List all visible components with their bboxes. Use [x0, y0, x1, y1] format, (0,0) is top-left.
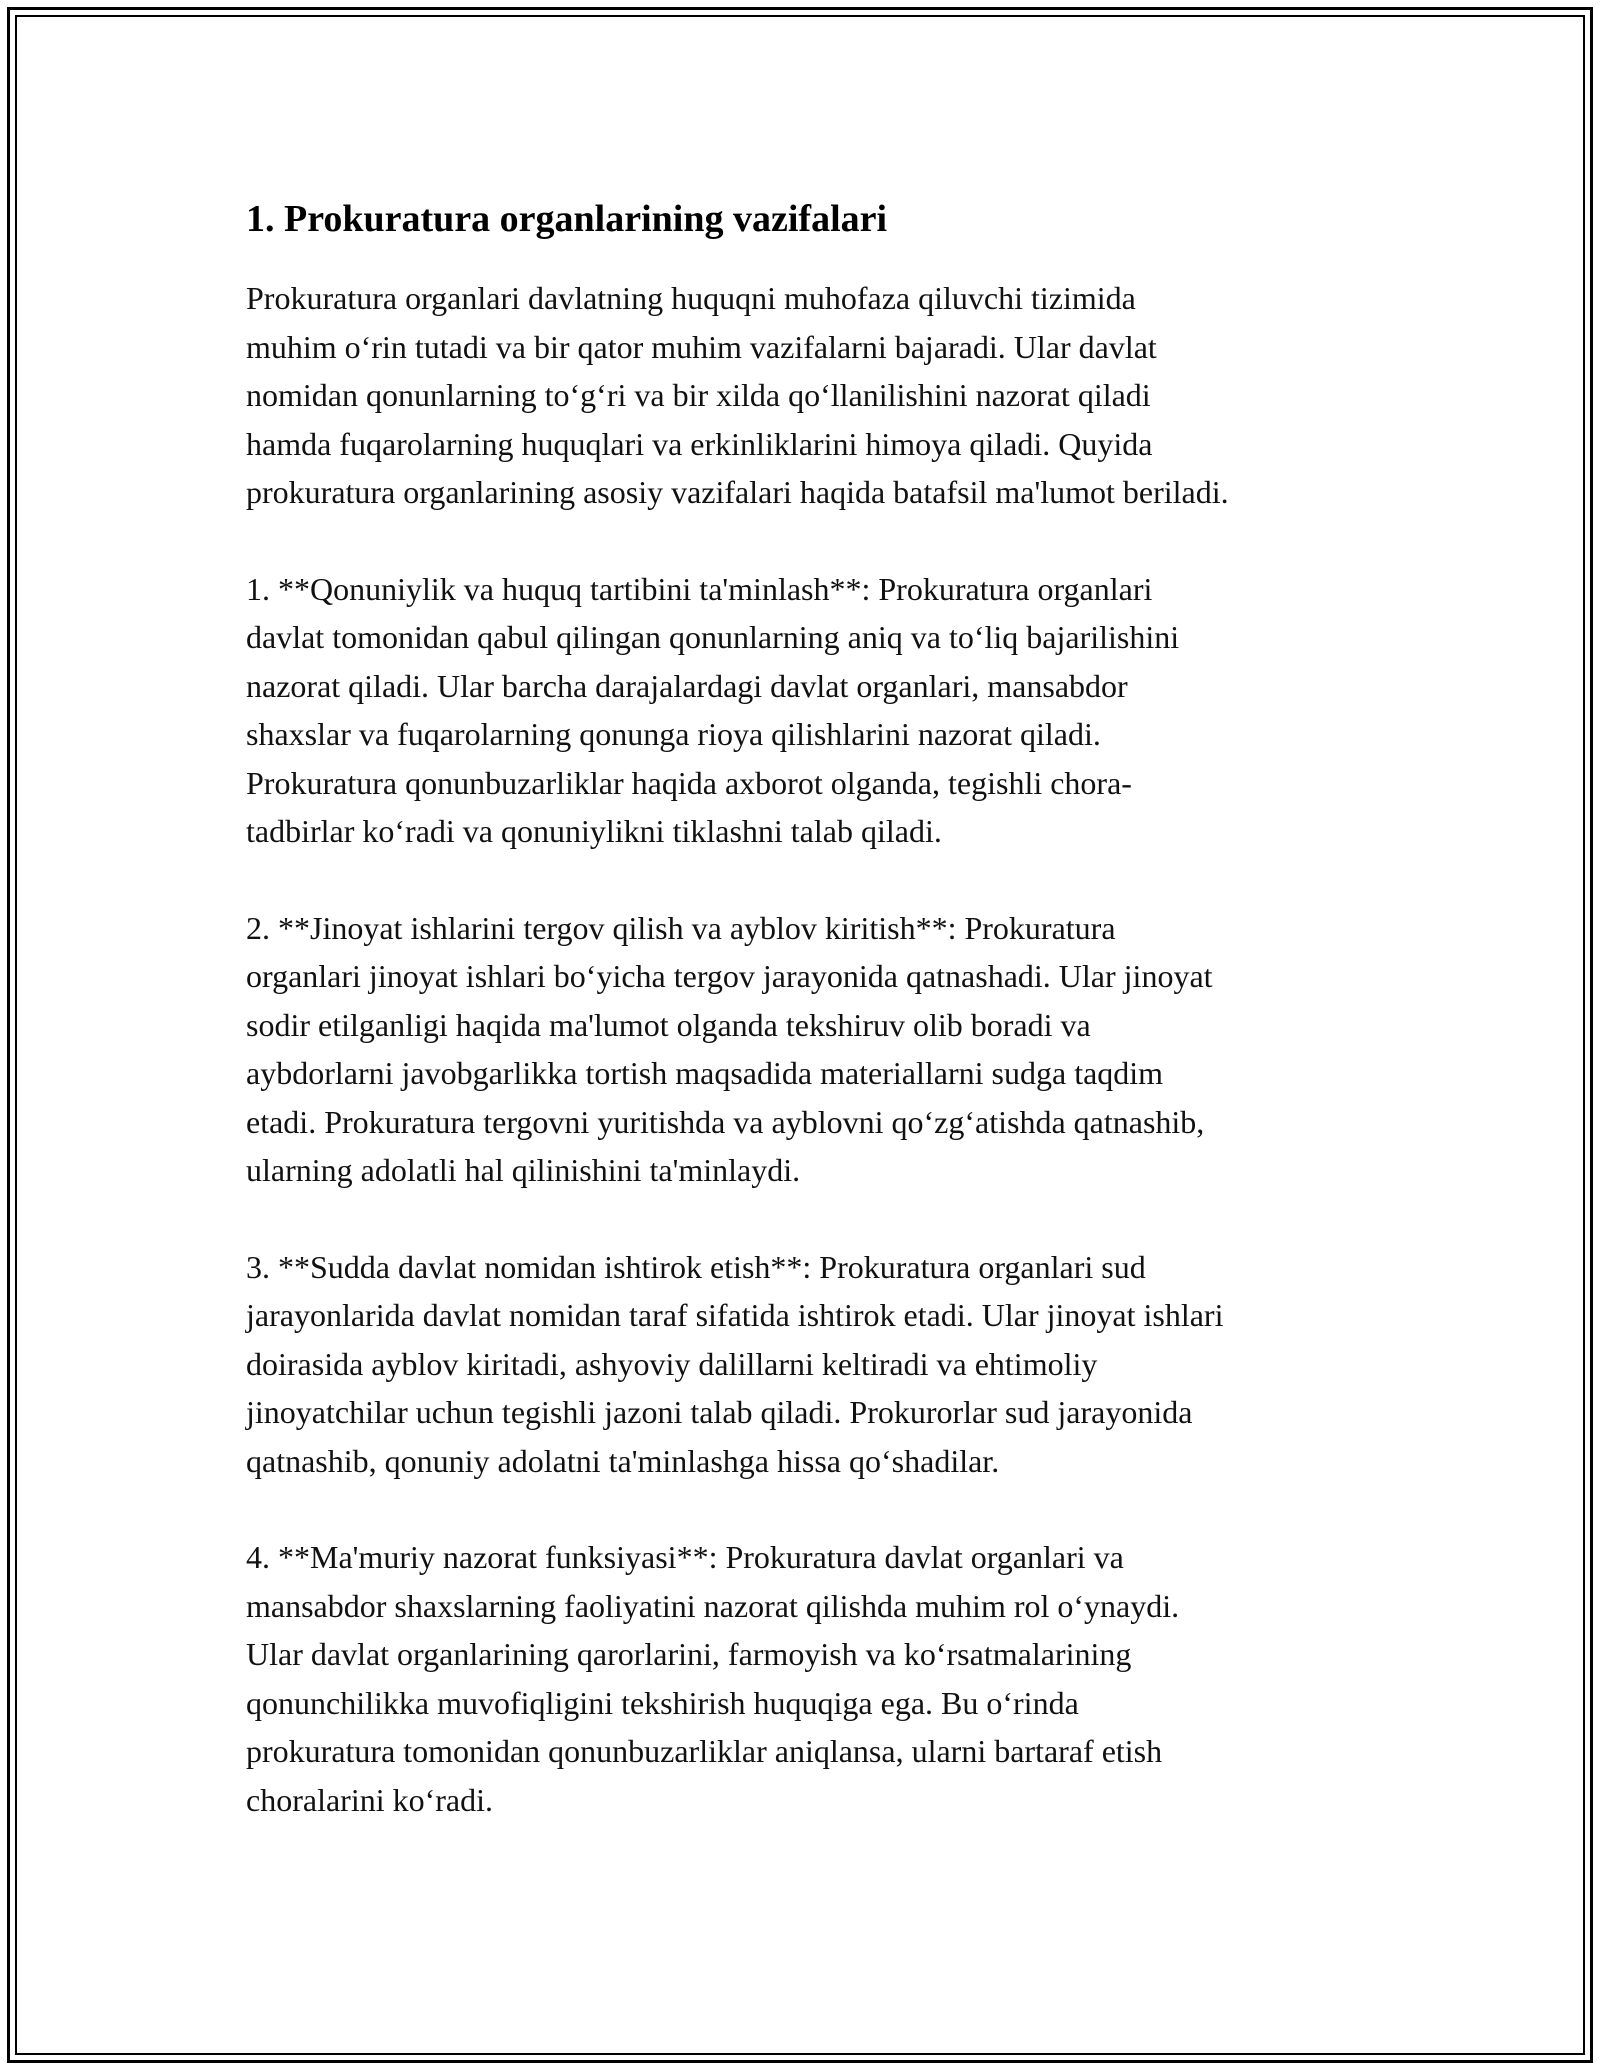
- paragraph-item-4: 4. **Ma'muriy nazorat funksiyasi**: Prokuratura davlat organlari va mansabdor shaxslarning faoliyatini nazorat qilishda muhim rol o‘ynaydi. Ular davlat organlarining qarorlarini, farmoyish va ko‘rsatmalarining qonunchilikka muvofiqligini tekshirish huquqiga ega. Bu o‘rinda prokuratura tomonidan qonunbuzarliklar aniqlansa, ularni bartaraf etish choralarini ko‘radi.: [246, 1539, 1180, 1818]
- paragraph-item-1: 1. **Qonuniylik va huquq tartibini ta'minlash**: Prokuratura organlari davlat tomonidan qabul qilingan qonunlarning aniq va to‘liq bajarilishini nazorat qiladi. Ular barcha darajalardagi davlat organlari, mansabdor shaxslar va fuqarolarning qonunga rioya qilishlarini nazorat qiladi. Prokuratura qonunbuzarliklar haqida axborot olganda, tegishli chora- tadbirlar ko‘radi va qonuniylikni tiklashni talab qiladi.: [246, 570, 1180, 849]
- intro-paragraph: Prokuratura organlari davlatning huquqni muhofaza qiluvchi tizimida muhim o‘rin tutadi va bir qator muhim vazifalarni bajaradi. Ular davlat nomidan qonunlarning to‘g‘ri va bir xilda qo‘llanilishini nazorat qiladi hamda fuqarolarning huquqlari va erkinliklarini himoya qiladi. Quyida prokuratura organlarining asosiy vazifalari haqida batafsil ma'lumot beriladi.: [246, 280, 1229, 510]
- document-page: [7, 7, 1593, 2063]
- paragraph-item-3: 3. **Sudda davlat nomidan ishtirok etish**: Prokuratura organlari sud jarayonlarida davlat nomidan taraf sifatida ishtirok etadi. Ular jinoyat ishlari doirasida ayblov kiritadi, ashyoviy dalillarni keltiradi va ehtimoliy jinoyatchilar uchun tegishli jazoni talab qiladi. Prokurorlar sud jarayonida qatnashib, qonuniy adolatni ta'minlashga hissa qo‘shadilar.: [246, 1248, 1224, 1479]
- document-body: [246, 196, 1386, 1872]
- paragraph-item-2: 2. **Jinoyat ishlarini tergov qilish va ayblov kiritish**: Prokuratura organlari jinoyat ishlari bo‘yicha tergov jarayonida qatnashadi. Ular jinoyat sodir etilganligi haqida ma'lumot olganda tekshiruv olib boradi va aybdorlarni javobgarlikka tortish maqsadida materiallarni sudga taqdim etadi. Prokuratura tergovni yuritishda va ayblovni qo‘zg‘atishda qatnashib, ularning adolatli hal qilinishini ta'minlaydi.: [246, 909, 1213, 1188]
- document-title: 1. Prokuratura organlarining vazifalari: [246, 198, 888, 240]
